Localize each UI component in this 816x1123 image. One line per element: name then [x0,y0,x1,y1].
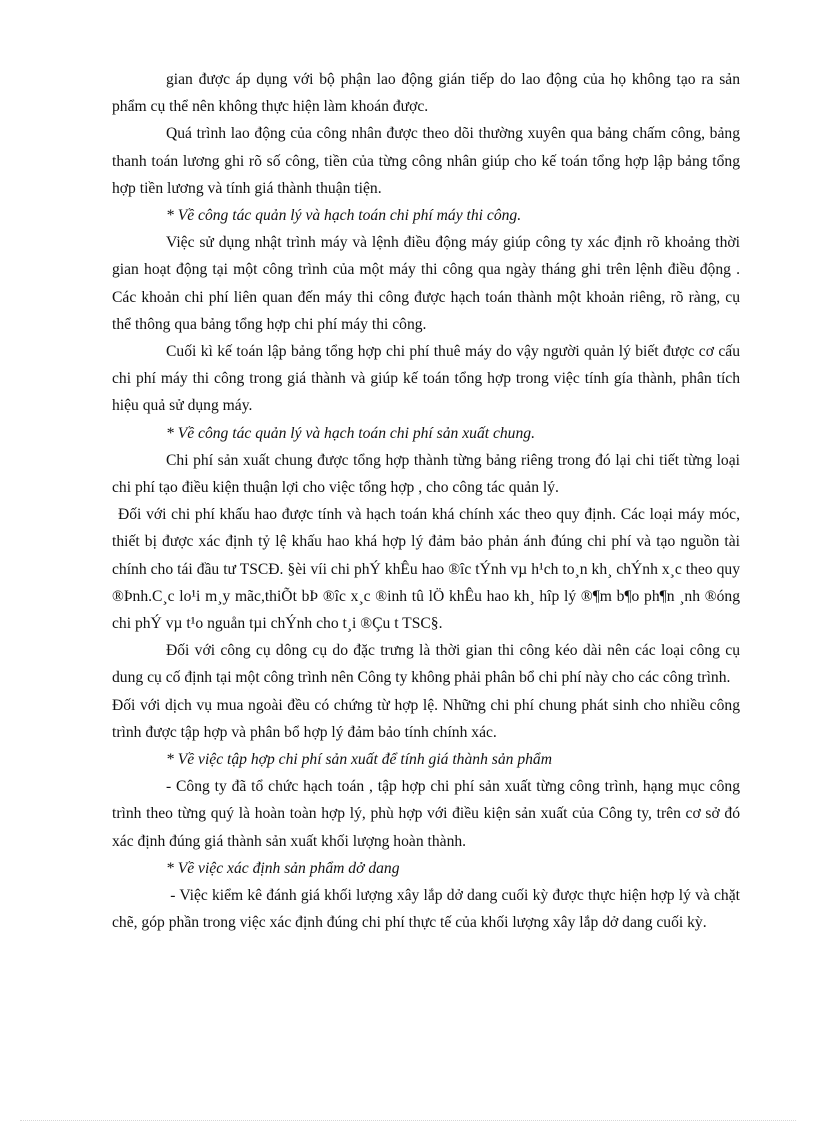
page-bottom-rule [20,1120,796,1121]
section-heading: * Về việc xác định sản phẩm dở dang [166,859,400,877]
paragraph: - Công ty đã tổ chức hạch toán , tập hợp chi phí sản xuất từng công trình, hạng mục công trình theo từng quý là hoàn toàn hợp lý, phù hợp với điều kiện sản xuất của Công ty, trên cơ sở đó xác định đúng giá thành sản xuất khối lượng hoàn thành. [112,778,740,850]
document-body [112,66,744,937]
paragraph: Quá trình lao động của công nhân được theo dõi thường xuyên qua bảng chấm công, bảng thanh toán lương ghi rõ số công, tiền của từng công nhân giúp cho kế toán tổng hợp lập bảng tổng hợp tiền lương và tính giá thành thuận tiện. [112,125,740,197]
paragraph: Đối với chi phí khấu hao được tính và hạch toán khá chính xác theo quy định. Các loại máy móc, thiết bị được xác định tỷ lệ khấu hao khá hợp lý đảm bảo phản ánh đúng chi phí và tạo nguồn tài chính cho tái đầu tư TSCĐ. §èi víi chi phÝ khÊu hao ®îc tÝnh vµ h¹ch to¸n kh¸ chÝnh x¸c theo quy ®Þnh.C¸c lo¹i m¸y mãc,thiÕt bÞ ®îc x¸c ®inh tû lÖ khÊu hao kh¸ hîp lý ®¶m b¶o ph¶n ¸nh ®óng chi phÝ vµ t¹o nguån tµi chÝnh cho t¸i ®Çu t TSC§. [112,506,740,633]
paragraph: gian được áp dụng với bộ phận lao động gián tiếp do lao động của họ không tạo ra sản phẩm cụ thể nên không thực hiện làm khoán được. [112,71,740,116]
paragraph: - Việc kiểm kê đánh giá khối lượng xây lắp dở dang cuối kỳ được thực hiện hợp lý và chặt chẽ, góp phần trong việc xác định đúng chi phí thực tế của khối lượng xây lắp dở dang cuối kỳ. [112,887,744,932]
paragraph: Đối với công cụ dông cụ do đặc trưng là thời gian thi công kéo dài nên các loại công cụ dung cụ cố định tại một công trình nên Công ty không phải phân bổ chi phí này cho các công trình. [112,642,740,687]
section-heading: * Về công tác quản lý và hạch toán chi phí máy thi công. [166,207,522,225]
section-heading: * Về việc tập hợp chi phí sản xuất để tính giá thành sản phẩm [166,751,552,769]
paragraph: Chi phí sản xuất chung được tổng hợp thành từng bảng riêng trong đó lại chi tiết từng loại chi phí tạo điều kiện thuận lợi cho việc tổng hợp , cho công tác quản lý. [112,451,740,497]
paragraph: Cuối kì kế toán lập bảng tổng hợp chi phí thuê máy do vậy người quản lý biết được cơ cấu chi phí máy thi công trong giá thành và giúp kế toán tổng hợp trong việc tính gía thành, phân tích hiệu quả sử dụng máy. [112,343,740,415]
paragraph: Việc sử dụng nhật trình máy và lệnh điều động máy giúp công ty xác định rõ khoảng thời gian hoạt động tại một công trình của một máy thi công qua ngày tháng ghi trên lệnh điều động . Các khoản chi phí liên quan đến máy thi công được hạch toán thành một khoản riêng, rõ ràng, cụ thể thông qua bảng tổng hợp chi phí máy thi công. [112,234,740,333]
section-heading: * Về công tác quản lý và hạch toán chi phí sản xuất chung. [166,424,535,442]
paragraph: Đối với dịch vụ mua ngoài đều có chứng từ hợp lệ. Những chi phí chung phát sinh cho nhiều công trình được tập hợp và phân bổ hợp lý đảm bảo tính chính xác. [112,696,740,741]
